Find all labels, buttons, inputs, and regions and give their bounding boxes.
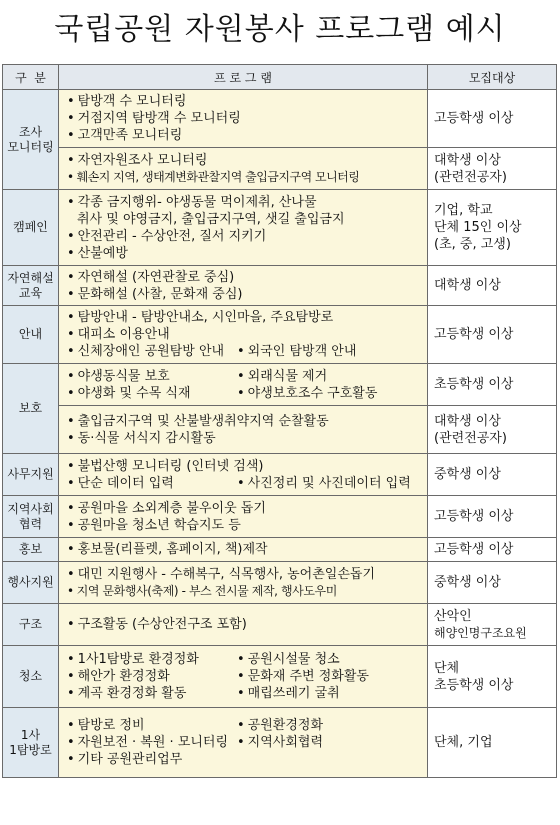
table-row [3, 604, 557, 646]
header-category: 구 분 [3, 65, 59, 90]
list-item: • 공원시설물 청소 [237, 651, 423, 668]
list-item: • 외국인 탐방객 안내 [237, 343, 423, 360]
target-cell: 중학생 이상 [428, 562, 557, 604]
table-row [3, 90, 557, 148]
list-item: • 자연해설 (자연관찰로 중심) [67, 269, 423, 286]
list-item: • 탐방안내 - 탐방안내소, 시인마을, 주요탐방로 [67, 309, 423, 326]
program-table [2, 64, 557, 778]
table-row [3, 406, 557, 454]
list-item: • 야생화 및 수목 식재 [67, 385, 237, 402]
table-row [3, 708, 557, 778]
target-cell: 기업, 학교 단체 15인 이상 (초, 중, 고생) [428, 190, 557, 266]
list-item: • 지역사회협력 [237, 734, 423, 751]
category-cell: 1사 1탐방로 [3, 708, 59, 778]
table-header-row [3, 65, 557, 90]
table-row [3, 454, 557, 496]
program-cell [59, 604, 428, 646]
list-item: • 해안가 환경정화 [67, 668, 237, 685]
list-item: • 대민 지원행사 - 수해복구, 식목행사, 농어촌일손돕기 [67, 566, 423, 583]
program-cell [59, 266, 428, 306]
list-item: • 고객만족 모니터링 [67, 127, 423, 144]
program-cell [59, 364, 428, 406]
category-cell: 청소 [3, 646, 59, 708]
program-cell [59, 306, 428, 364]
list-item: • 홍보물(리플렛, 홈페이지, 책)제작 [67, 541, 423, 558]
program-cell [59, 496, 428, 538]
list-item: • 탐방로 정비 [67, 717, 237, 734]
target-cell: 대학생 이상 (관련전공자) [428, 406, 557, 454]
table-row [3, 190, 557, 266]
program-cell [59, 90, 428, 148]
target-cell: 단체, 기업 [428, 708, 557, 778]
list-item: • 탐방객 수 모니터링 [67, 93, 423, 110]
table-row [3, 148, 557, 190]
list-item: • 문화해설 (사찰, 문화재 중심) [67, 286, 423, 303]
table-row [3, 306, 557, 364]
list-item: • 산불예방 [67, 245, 423, 262]
list-item: • 공원마을 소외계층 불우이웃 돕기 [67, 500, 423, 517]
list-item: • 공원환경정화 [237, 717, 423, 734]
page-title: 국립공원 자원봉사 프로그램 예시 [54, 12, 506, 47]
program-cell [59, 538, 428, 562]
category-cell: 사무지원 [3, 454, 59, 496]
target-cell: 고등학생 이상 [428, 538, 557, 562]
category-cell: 홍보 [3, 538, 59, 562]
target-cell: 대학생 이상 (관련전공자) [428, 148, 557, 190]
list-item: • 자원보전 · 복원 · 모니터링 [67, 734, 237, 751]
list-item: • 야생동식물 보호 [67, 368, 237, 385]
list-item: • 안전관리 - 수상안전, 질서 지키기 [67, 228, 423, 245]
category-cell: 지역사회 협력 [3, 496, 59, 538]
category-cell: 조사 모니터링 [3, 90, 59, 190]
list-item-continuation: 취사 및 야영금지, 출입금지구역, 샛길 출입금지 [77, 211, 345, 227]
program-cell [59, 646, 428, 708]
table-row [3, 646, 557, 708]
list-item: • 신체장애인 공원탐방 안내 [67, 343, 237, 360]
target-cell: 중학생 이상 [428, 454, 557, 496]
table-row [3, 538, 557, 562]
list-item: • 야생보호조수 구호활동 [237, 385, 423, 402]
table-row [3, 266, 557, 306]
table-row [3, 364, 557, 406]
list-item: • 훼손지 지역, 생태계변화관찰지역 출입금지구역 모니터링 [67, 169, 423, 186]
table-row [3, 562, 557, 604]
list-item: • 외래식물 제거 [237, 368, 423, 385]
list-item: • 1사1탐방로 환경정화 [67, 651, 237, 668]
list-item: • 각종 금지행위- 야생동물 먹이제취, 산나물 [67, 194, 423, 211]
target-cell: 고등학생 이상 [428, 90, 557, 148]
program-cell [59, 708, 428, 778]
list-item: • 단순 데이터 입력 [67, 475, 237, 492]
list-item: • 출입금지구역 및 산불발생취약지역 순찰활동 [67, 413, 423, 430]
header-target: 모집대상 [428, 65, 557, 90]
list-item: • 지역 문화행사(축제) - 부스 전시물 제작, 행사도우미 [67, 583, 423, 600]
header-program: 프 로 그 램 [59, 65, 428, 90]
target-cell: 고등학생 이상 [428, 306, 557, 364]
target-cell: 초등학생 이상 [428, 364, 557, 406]
target-cell: 고등학생 이상 [428, 496, 557, 538]
list-item: • 사진정리 및 사진데이터 입력 [237, 475, 423, 492]
target-cell: 대학생 이상 [428, 266, 557, 306]
list-item: • 구조활동 (수상안전구조 포함) [67, 616, 423, 633]
category-cell: 행사지원 [3, 562, 59, 604]
list-item: • 대피소 이용안내 [67, 326, 423, 343]
category-cell: 보호 [3, 364, 59, 454]
list-item: • 매립쓰레기 굴취 [237, 685, 423, 702]
program-cell [59, 406, 428, 454]
list-item: • 계곡 환경정화 활동 [67, 685, 237, 702]
table-row [3, 496, 557, 538]
list-item: • 공원마을 청소년 학습지도 등 [67, 517, 423, 534]
program-cell [59, 148, 428, 190]
program-cell [59, 190, 428, 266]
list-item: • 거점지역 탐방객 수 모니터링 [67, 110, 423, 127]
program-cell [59, 562, 428, 604]
category-cell: 구조 [3, 604, 59, 646]
list-item: • 자연자원조사 모니터링 [67, 152, 423, 169]
list-item: • 동·식물 서식지 감시활동 [67, 430, 423, 447]
target-cell: 단체 초등학생 이상 [428, 646, 557, 708]
category-cell: 자연해설 교육 [3, 266, 59, 306]
target-cell: 산악인 해양인명구조요원 [428, 604, 557, 646]
program-cell [59, 454, 428, 496]
list-item: • 불법산행 모니터링 (인터넷 검색) [67, 458, 423, 475]
list-item: • 기타 공원관리업무 [67, 751, 237, 768]
category-cell: 안내 [3, 306, 59, 364]
list-item: • 문화재 주변 정화활동 [237, 668, 423, 685]
category-cell: 캠페인 [3, 190, 59, 266]
